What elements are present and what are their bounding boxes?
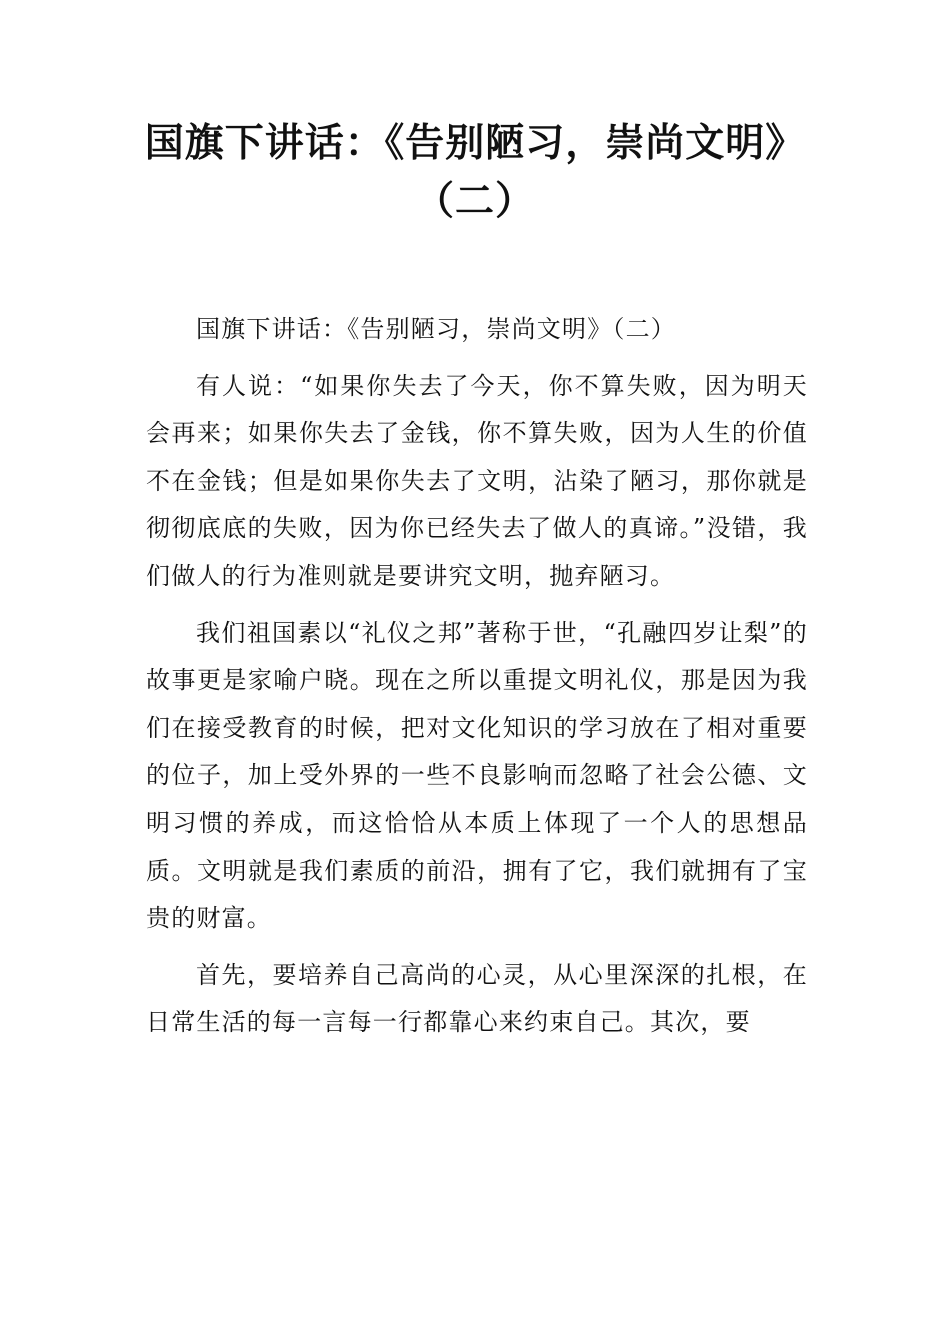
document-title-subtitle: （二） (414, 179, 535, 224)
document-body (146, 306, 808, 1047)
paragraph: 我们祖国素以“礼仪之邦”著称于世，“孔融四岁让梨”的故事更是家喻户晓。现在之所以重提文明礼仪，那是因为我们在接受教育的时候，把对文化知识的学习放在了相对重要的位子，加上受外界的一些不良影响而忽略了社会公德、文明习惯的养成，而这恰恰从本质上体现了一个人的思想品质。文明就是我们素质的前沿，拥有了它，我们就拥有了宝贵的财富。 (146, 618, 808, 933)
paragraph: 有人说：“如果你失去了今天，你不算失败，因为明天会再来；如果你失去了金钱，你不算失败，因为人生的价值不在金钱；但是如果你失去了文明，沾染了陋习，那你就是彻彻底底的失败，因为你已经失去了做人的真谛。”没错，我们做人的行为准则就是要讲究文明，抛弃陋习。 (146, 371, 808, 590)
paragraph: 国旗下讲话：《告别陋习，崇尚文明》（二） (196, 315, 676, 343)
paragraph: 首先，要培养自己高尚的心灵，从心里深深的扎根，在日常生活的每一言每一行都靠心来约束自己。其次，要 (146, 960, 808, 1037)
document-title: 国旗下讲话：《告别陋习，崇尚文明》 (144, 121, 806, 166)
